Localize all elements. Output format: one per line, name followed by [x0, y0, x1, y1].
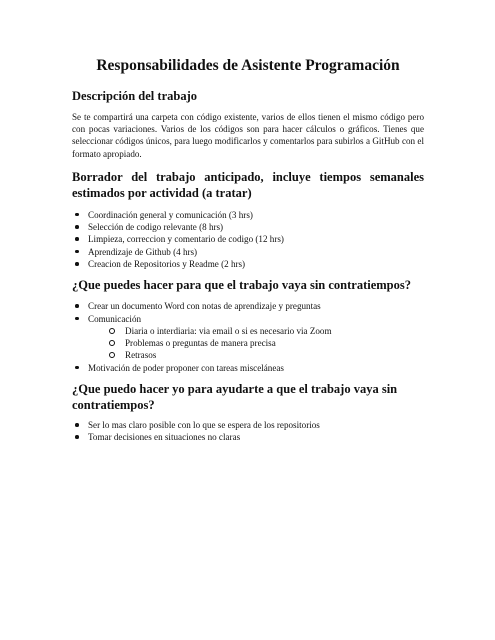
list-item: Selección de codigo relevante (8 hrs) [72, 221, 424, 233]
document-title: Responsabilidades de Asistente Programación [96, 57, 400, 74]
what-i-can-do-list [72, 419, 424, 444]
section-heading-description: Descripción del trabajo [72, 89, 197, 103]
draft-activity-list [72, 209, 424, 270]
bullet-icon [75, 225, 79, 229]
bullet-icon [75, 213, 79, 217]
sub-list-item: Retrasos [72, 349, 424, 361]
section-heading-what-you-can-do: ¿Que puedes hacer para que el trabajo vaya sin contratiempos? [72, 278, 411, 293]
list-item: Limpieza, correccion y comentario de codigo (12 hrs) [72, 233, 424, 245]
list-item: Coordinación general y comunicación (3 hrs) [72, 209, 424, 221]
bullet-icon [75, 423, 79, 427]
bullet-icon [75, 435, 79, 439]
hollow-bullet-icon [109, 340, 115, 346]
bullet-icon [75, 237, 79, 241]
list-item: Creacion de Repositorios y Readme (2 hrs) [72, 258, 424, 270]
bullet-icon [75, 262, 79, 266]
bullet-icon [75, 317, 79, 321]
sub-list-item: Diaria o interdiaria: via email o si es necesario via Zoom [72, 325, 424, 337]
bullet-icon [75, 250, 79, 254]
hollow-bullet-icon [109, 328, 115, 334]
list-item: Tomar decisiones en situaciones no claras [72, 431, 424, 443]
list-item: Crear un documento Word con notas de aprendizaje y preguntas [72, 300, 424, 312]
communication-sublist [72, 325, 424, 362]
list-item: Aprendizaje de Github (4 hrs) [72, 246, 424, 258]
list-item: Ser lo mas claro posible con lo que se espera de los repositorios [72, 419, 424, 431]
document-content [72, 56, 424, 444]
what-you-can-do-list [72, 300, 424, 374]
section-heading-draft: Borrador del trabajo anticipado, incluye tiempos semanales estimados por actividad (a tratar) [72, 169, 424, 200]
section-heading-what-i-can-do: ¿Que puedo hacer yo para ayudarte a que el trabajo vaya sin contratiempos? [72, 382, 398, 413]
list-item: Motivación de poder proponer con tareas misceláneas [72, 362, 424, 374]
sub-list-item: Problemas o preguntas de manera precisa [72, 337, 424, 349]
bullet-icon [75, 366, 79, 370]
bullet-icon [75, 304, 79, 308]
list-item: Comunicación Diaria o interdiaria: via email o si es necesario via Zoom Problemas o preguntas de manera precisa Retrasos [72, 313, 424, 362]
hollow-bullet-icon [109, 352, 115, 358]
description-paragraph: Se te compartirá una carpeta con código existente, varios de ellos tienen el mismo código pero con pocas variaciones. Varios de los códigos son para hacer cálculos o gráficos. Tienes que seleccionar códigos únicos, para luego modificarlos y comentarlos para subirlos a GitHub con el formato apropiado. [72, 112, 424, 159]
